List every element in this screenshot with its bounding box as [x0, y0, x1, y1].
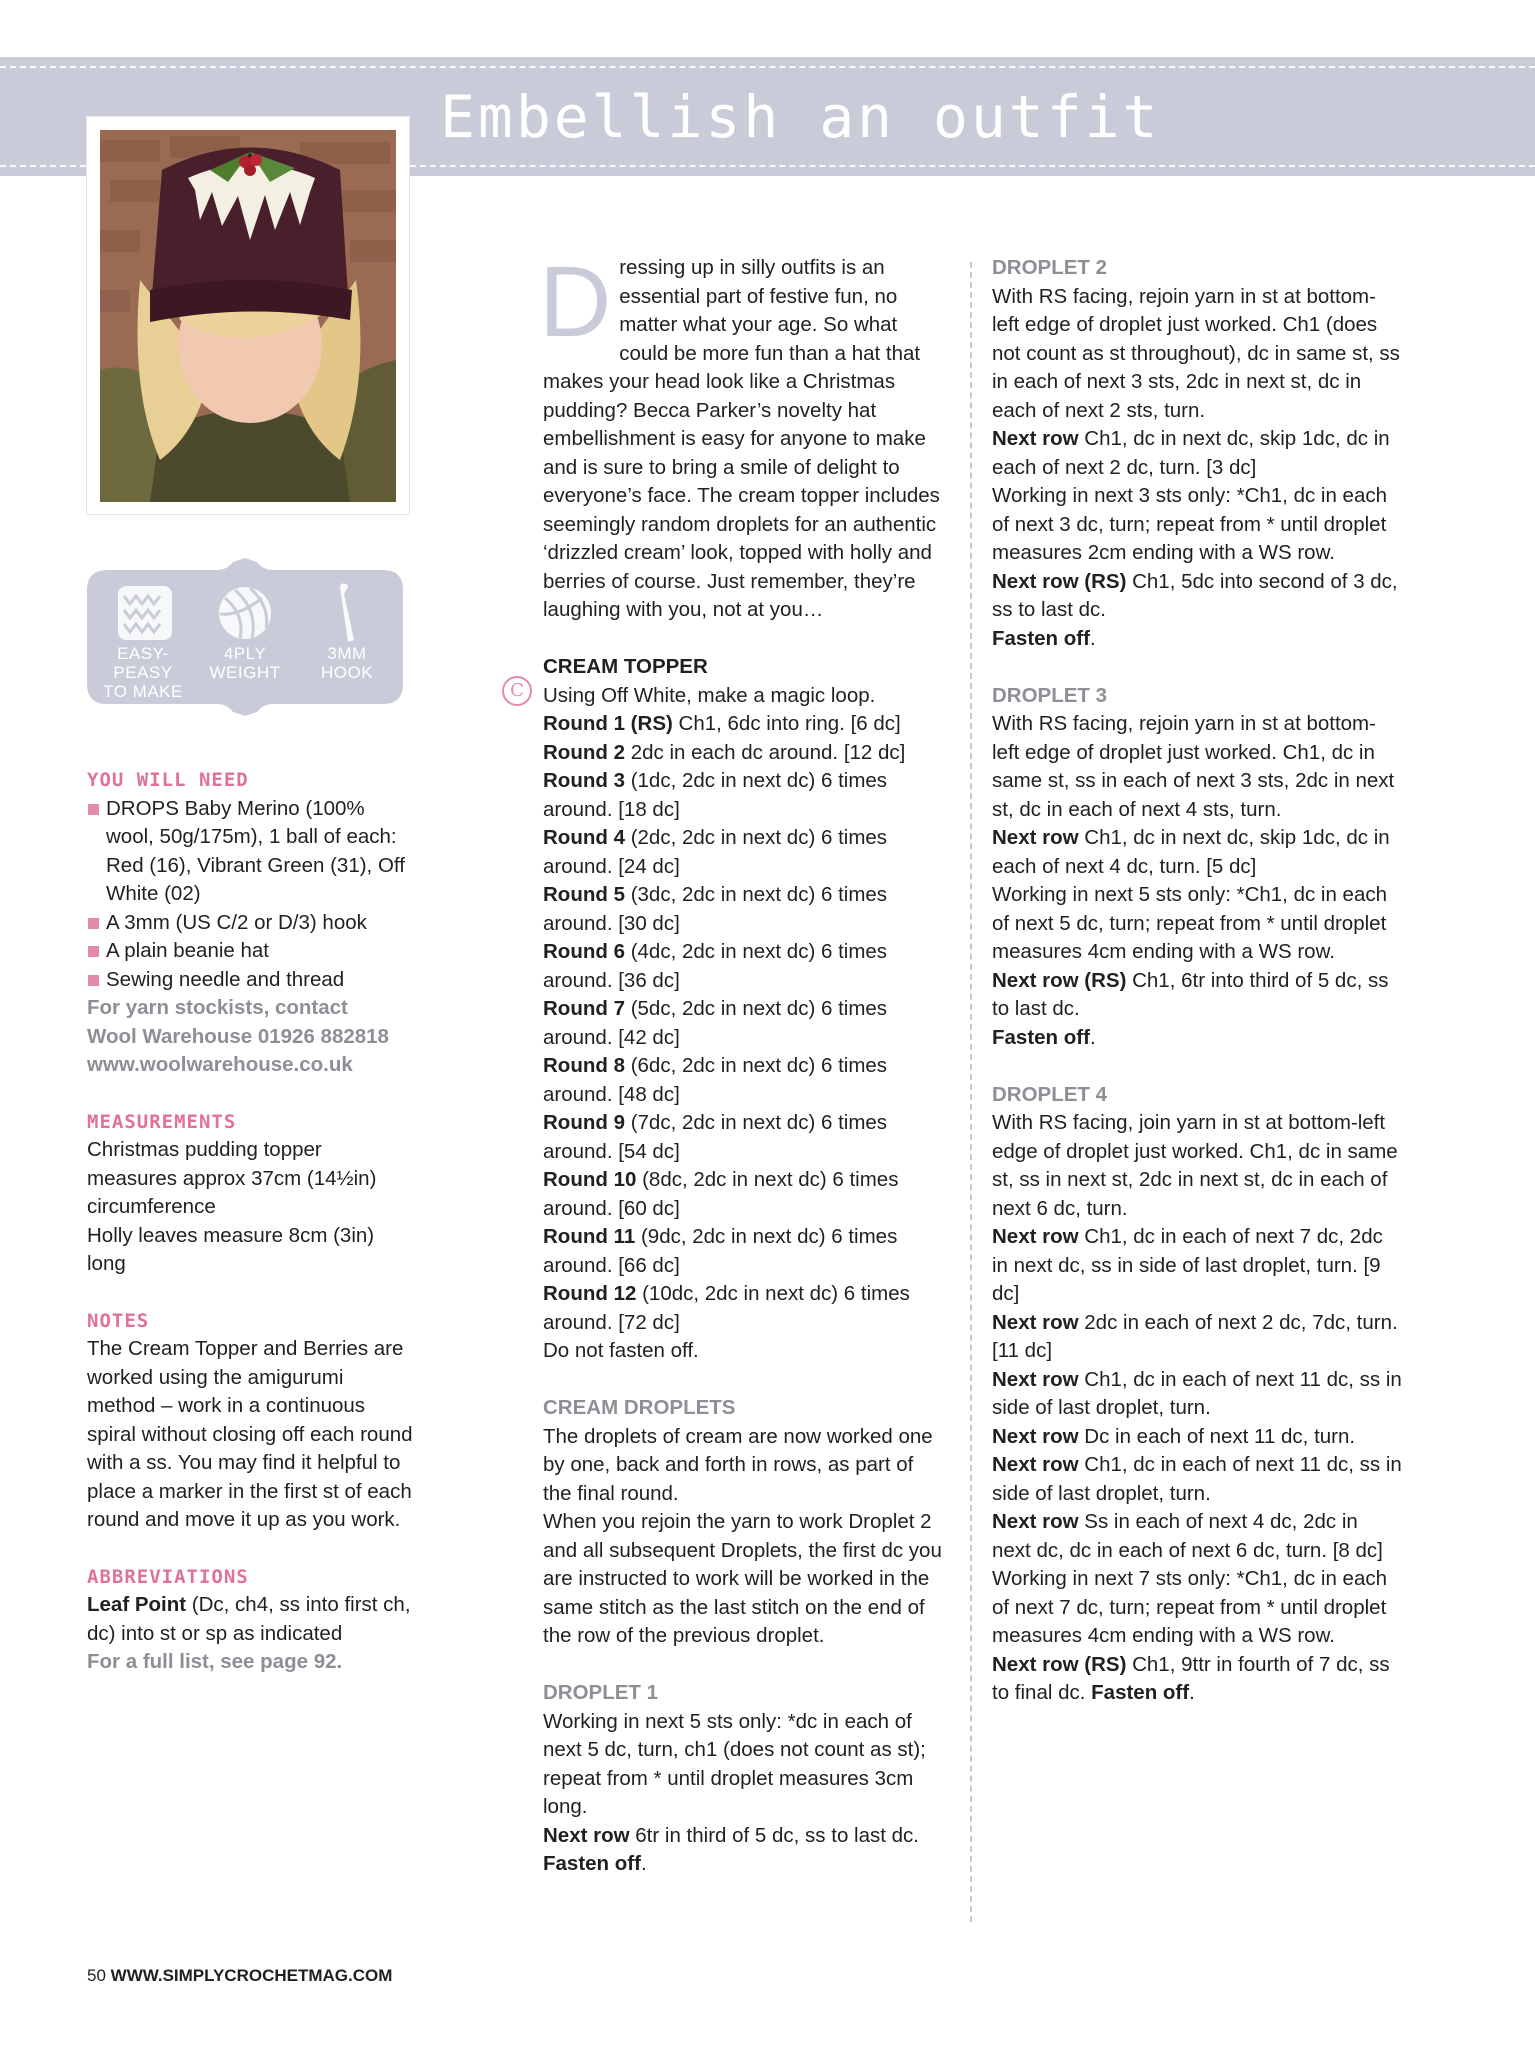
pattern-column-middle [539, 246, 943, 1879]
round-text: (2dc, 2dc in next dc) 6 times around. [24 dc] [543, 826, 888, 878]
list-item [87, 937, 417, 966]
round-instruction [543, 710, 943, 739]
fasten-off-label: Fasten off [1091, 1681, 1190, 1704]
pattern-column-right [992, 254, 1402, 1708]
round-label: Round 7 [543, 997, 625, 1020]
droplet-2-text: Working in next 3 sts only: *Ch1, dc in each of next 3 dc, turn; repeat from * until droplet measures 2cm ending with a WS row. [992, 484, 1388, 564]
row-label: Next row (RS) [992, 1652, 1127, 1676]
round-label: Round 8 [543, 1054, 625, 1077]
row-label: Next row [543, 1823, 630, 1847]
intro-text: ressing up in silly outfits is an essential part of festive fun, no matter what your age. So what could be more fun than a hat that makes your head look like a Christmas pudding? Becca Parker’s novelty hat embellishment is easy for anyone to make and is sure to bring a smile of delight to everyone’s face. The cream topper includes seemingly random droplets for an authentic ‘drizzled cream’ look, topped with holly and berries of course. Just remember, they’re laughing with you, not at you… [543, 256, 940, 621]
round-label: Round 2 [543, 740, 625, 764]
row-label: Next row [992, 1310, 1079, 1334]
page-footer [87, 1966, 392, 1986]
row-instruction [992, 1223, 1402, 1309]
row-label: Next row [992, 1424, 1079, 1448]
round-label: Round 3 [543, 769, 625, 792]
fasten-off-line [992, 625, 1402, 654]
badge-weight [190, 580, 300, 682]
row-instruction [992, 1309, 1402, 1366]
list-item [87, 909, 417, 938]
row-label: Next row (RS) [992, 569, 1127, 593]
row-instruction [992, 425, 1402, 482]
notes-section [87, 1307, 417, 1535]
difficulty-badge [87, 558, 403, 716]
droplet-4-text: Working in next 7 sts only: *Ch1, dc in each of next 7 dc, turn; repeat from * until droplet measures 4cm ending with a WS row. [992, 1567, 1388, 1647]
sidebar-info [87, 766, 417, 1705]
round-instruction [543, 995, 943, 1052]
row-instruction [992, 1508, 1402, 1565]
row-label: Next row [992, 826, 1079, 849]
badge-weight-line2: WEIGHT [209, 663, 281, 682]
drop-cap: D [539, 246, 612, 358]
page-number: 50 [87, 1966, 106, 1985]
abbreviations-heading: ABBREVIATIONS [87, 1565, 249, 1588]
cream-topper-end: Do not fasten off. [543, 1339, 699, 1362]
intro-paragraph [539, 246, 943, 625]
measurements-text: Holly leaves measure 8cm (3in) long [87, 1223, 375, 1275]
badge-weight-line1: 4PLY [223, 644, 267, 663]
column-divider [970, 262, 972, 1922]
abbreviations-more: For a full list, see page 92. [87, 1650, 343, 1673]
list-item [87, 966, 417, 995]
row-instruction [992, 824, 1402, 881]
round-instruction [543, 938, 943, 995]
row-label: Next row [992, 1367, 1079, 1391]
round-label: Round 4 [543, 826, 625, 849]
row-label: Next row [992, 427, 1079, 450]
row-instruction [992, 1366, 1402, 1423]
row-text: Ss in each of next 4 dc, 2dc in next dc, dc in each of next 6 dc, turn. [8 dc] [992, 1510, 1383, 1562]
hat-photo [100, 130, 396, 502]
round-text: (3dc, 2dc in next dc) 6 times around. [30 dc] [543, 883, 888, 935]
round-instruction [543, 739, 943, 768]
round-instruction [543, 1109, 943, 1166]
badge-difficulty-line1: EASY-PEASY [113, 644, 173, 682]
photo-frame [87, 117, 409, 514]
stockist-text: For yarn stockists, contact [87, 996, 348, 1019]
list-item [87, 795, 417, 909]
page-title: Embellish an outfit [440, 83, 1161, 151]
fasten-off-label: Fasten off [992, 626, 1090, 650]
row-period: . [1089, 626, 1096, 650]
cream-topper-heading: CREAM TOPPER [543, 655, 708, 678]
row-text: Ch1, dc in each of next 11 dc, ss in side of last droplet, turn. [992, 1367, 1402, 1419]
abbreviation-definition: (Dc, ch4, ss into first ch, dc) into st or sp as indicated [87, 1593, 411, 1645]
list-item-text: DROPS Baby Merino (100% wool, 50g/175m), 1 ball of each: Red (16), Vibrant Green (31), Off White (02) [106, 796, 405, 905]
measurements-text: Christmas pudding topper measures approx 37cm (14½in) circumference [87, 1138, 377, 1218]
row-instruction [543, 1822, 943, 1879]
cream-topper-intro: Using Off White, make a magic loop. [543, 683, 876, 707]
round-text: (8dc, 2dc in next dc) 6 times around. [60 dc] [543, 1168, 899, 1220]
row-label: Next row [992, 1225, 1079, 1248]
round-instruction [543, 1166, 943, 1223]
you-will-need-section [87, 766, 417, 1080]
round-instruction [543, 881, 943, 938]
droplet-4-heading: DROPLET 4 [992, 1082, 1108, 1106]
droplet-1-heading: DROPLET 1 [543, 1681, 659, 1704]
droplet-3-text: With RS facing, rejoin yarn in st at bottom-left edge of droplet just worked. Ch1, dc in same st, ss in each of next 3 sts, 2dc in next st, dc in each of next 4 sts, turn. [992, 712, 1395, 821]
round-text: (6dc, 2dc in next dc) 6 times around. [48 dc] [543, 1054, 888, 1106]
row-instruction [992, 1651, 1402, 1708]
row-period: . [1089, 1025, 1096, 1049]
fasten-off-line [992, 1024, 1402, 1053]
row-text: 2dc in each of next 2 dc, 7dc, turn. [11 dc] [992, 1310, 1398, 1362]
round-text: (7dc, 2dc in next dc) 6 times around. [54 dc] [543, 1111, 888, 1163]
round-instruction [543, 824, 943, 881]
measurements-section [87, 1108, 417, 1279]
round-text: Ch1, 6dc into ring. [6 dc] [672, 712, 901, 735]
round-instruction [543, 1052, 943, 1109]
you-will-need-heading: YOU WILL NEED [87, 769, 249, 791]
round-label: Round 5 [543, 883, 625, 906]
round-label: Round 9 [543, 1111, 625, 1134]
row-period: . [640, 1852, 647, 1875]
fasten-off-label: Fasten off [543, 1852, 641, 1875]
droplet-3-heading: DROPLET 3 [992, 683, 1108, 707]
row-label: Next row (RS) [992, 968, 1127, 992]
badge-difficulty [88, 580, 198, 701]
round-label: Round 11 [543, 1225, 636, 1248]
row-instruction [992, 1423, 1402, 1452]
round-instruction [543, 767, 943, 824]
round-text: (4dc, 2dc in next dc) 6 times around. [36 dc] [543, 940, 888, 992]
round-instruction [543, 1223, 943, 1280]
row-label: Next row [992, 1510, 1079, 1533]
abbreviation-entry [87, 1591, 417, 1648]
fasten-off-label: Fasten off [992, 1025, 1090, 1049]
round-text: (10dc, 2dc in next dc) 6 times around. [72 dc] [543, 1282, 910, 1334]
droplet-3-text: Working in next 5 sts only: *Ch1, dc in each of next 5 dc, turn; repeat from * until droplet measures 4cm ending with a WS row. [992, 883, 1388, 963]
row-label: Next row [992, 1453, 1079, 1476]
row-instruction [992, 967, 1402, 1024]
droplet-2-text: With RS facing, rejoin yarn in st at bottom-left edge of droplet just worked. Ch1 (does not count as st throughout), dc in same st, ss in each of next 3 sts, 2dc in next st, dc in each of next 2 sts, turn. [992, 284, 1400, 422]
row-text: Ch1, dc in next dc, skip 1dc, dc in each of next 4 dc, turn. [5 dc] [992, 826, 1390, 878]
badge-difficulty-line2: TO MAKE [103, 682, 183, 701]
list-item-text: A plain beanie hat [106, 939, 269, 962]
round-text: (5dc, 2dc in next dc) 6 times around. [42 dc] [543, 997, 888, 1049]
row-text: Ch1, 5dc into second of 3 dc, ss to last dc. [992, 569, 1398, 621]
badge-hook-line1: 3MM [327, 644, 367, 663]
round-text: 2dc in each dc around. [12 dc] [625, 740, 906, 764]
row-instruction [992, 1451, 1402, 1508]
round-text: (1dc, 2dc in next dc) 6 times around. [18 dc] [543, 769, 888, 821]
cream-droplets-text: The droplets of cream are now worked one by one, back and forth in rows, as part of the final round. [543, 1424, 933, 1505]
row-instruction [992, 568, 1402, 625]
row-period: . [1189, 1681, 1195, 1704]
notes-text: The Cream Topper and Berries are worked using the amigurumi method – work in a continuous spiral without closing off each round with a ss. You may find it helpful to place a marker in the first st of each round and move it up as you work. [87, 1337, 413, 1531]
row-text: Ch1, dc in each of next 7 dc, 2dc in next dc, ss in side of last droplet, turn. [9 dc] [992, 1225, 1383, 1305]
crochet-hook-icon [292, 580, 402, 644]
stockist-link[interactable]: www.woolwarehouse.co.uk [87, 1053, 353, 1076]
badge-hook-line2: HOOK [320, 663, 374, 682]
droplet-2-heading: DROPLET 2 [992, 256, 1108, 279]
measurements-heading: MEASUREMENTS [87, 1110, 237, 1133]
footer-website-link[interactable]: WWW.SIMPLYCROCHETMAG.COM [110, 1966, 393, 1985]
abbreviation-term: Leaf Point [87, 1593, 187, 1616]
row-text: Ch1, 6tr into third of 5 dc, ss to last dc. [992, 968, 1389, 1020]
list-item-text: A 3mm (US C/2 or D/3) hook [106, 910, 367, 934]
cream-droplets-text: When you rejoin the yarn to work Droplet 2 and all subsequent Droplets, the first dc you are instructed to work will be worked in the same stitch as the last stitch on the end of the row of the previous droplet. [543, 1510, 942, 1647]
stockist-phone: Wool Warehouse 01926 882818 [87, 1024, 389, 1048]
droplet-1-text: Working in next 5 sts only: *dc in each of next 5 dc, turn, ch1 (does not count as st); repeat from * until droplet measures 3cm long. [543, 1709, 926, 1818]
row-text: Ch1, 9ttr in fourth of 7 dc, ss to final dc. [992, 1652, 1390, 1704]
round-label: Round 6 [543, 940, 625, 963]
yarn-ball-icon [190, 580, 300, 644]
abbreviations-section [87, 1563, 417, 1677]
cream-droplets-heading: CREAM DROPLETS [543, 1396, 736, 1419]
round-instruction [543, 1280, 943, 1337]
crochet-section-icon: C [502, 676, 532, 706]
row-text: Ch1, dc in each of next 11 dc, ss in side of last droplet, turn. [992, 1453, 1402, 1505]
row-text: Ch1, dc in next dc, skip 1dc, dc in each of next 2 dc, turn. [3 dc] [992, 427, 1390, 479]
yarn-swatch-icon [88, 580, 198, 644]
round-label: Round 12 [543, 1282, 637, 1305]
notes-heading: NOTES [87, 1309, 150, 1332]
round-label: Round 1 (RS) [543, 712, 673, 735]
badge-hook [292, 580, 402, 682]
row-text: Dc in each of next 11 dc, turn. [1078, 1424, 1356, 1448]
row-text: 6tr in third of 5 dc, ss to last dc. [629, 1823, 919, 1847]
round-label: Round 10 [543, 1168, 637, 1191]
list-item-text: Sewing needle and thread [106, 967, 345, 991]
round-text: (9dc, 2dc in next dc) 6 times around. [66 dc] [543, 1225, 898, 1277]
droplet-4-text: With RS facing, join yarn in st at bottom-left edge of droplet just worked. Ch1, dc in same st, ss in next st, 2dc in next st, dc in each of next 6 dc, turn. [992, 1111, 1398, 1220]
